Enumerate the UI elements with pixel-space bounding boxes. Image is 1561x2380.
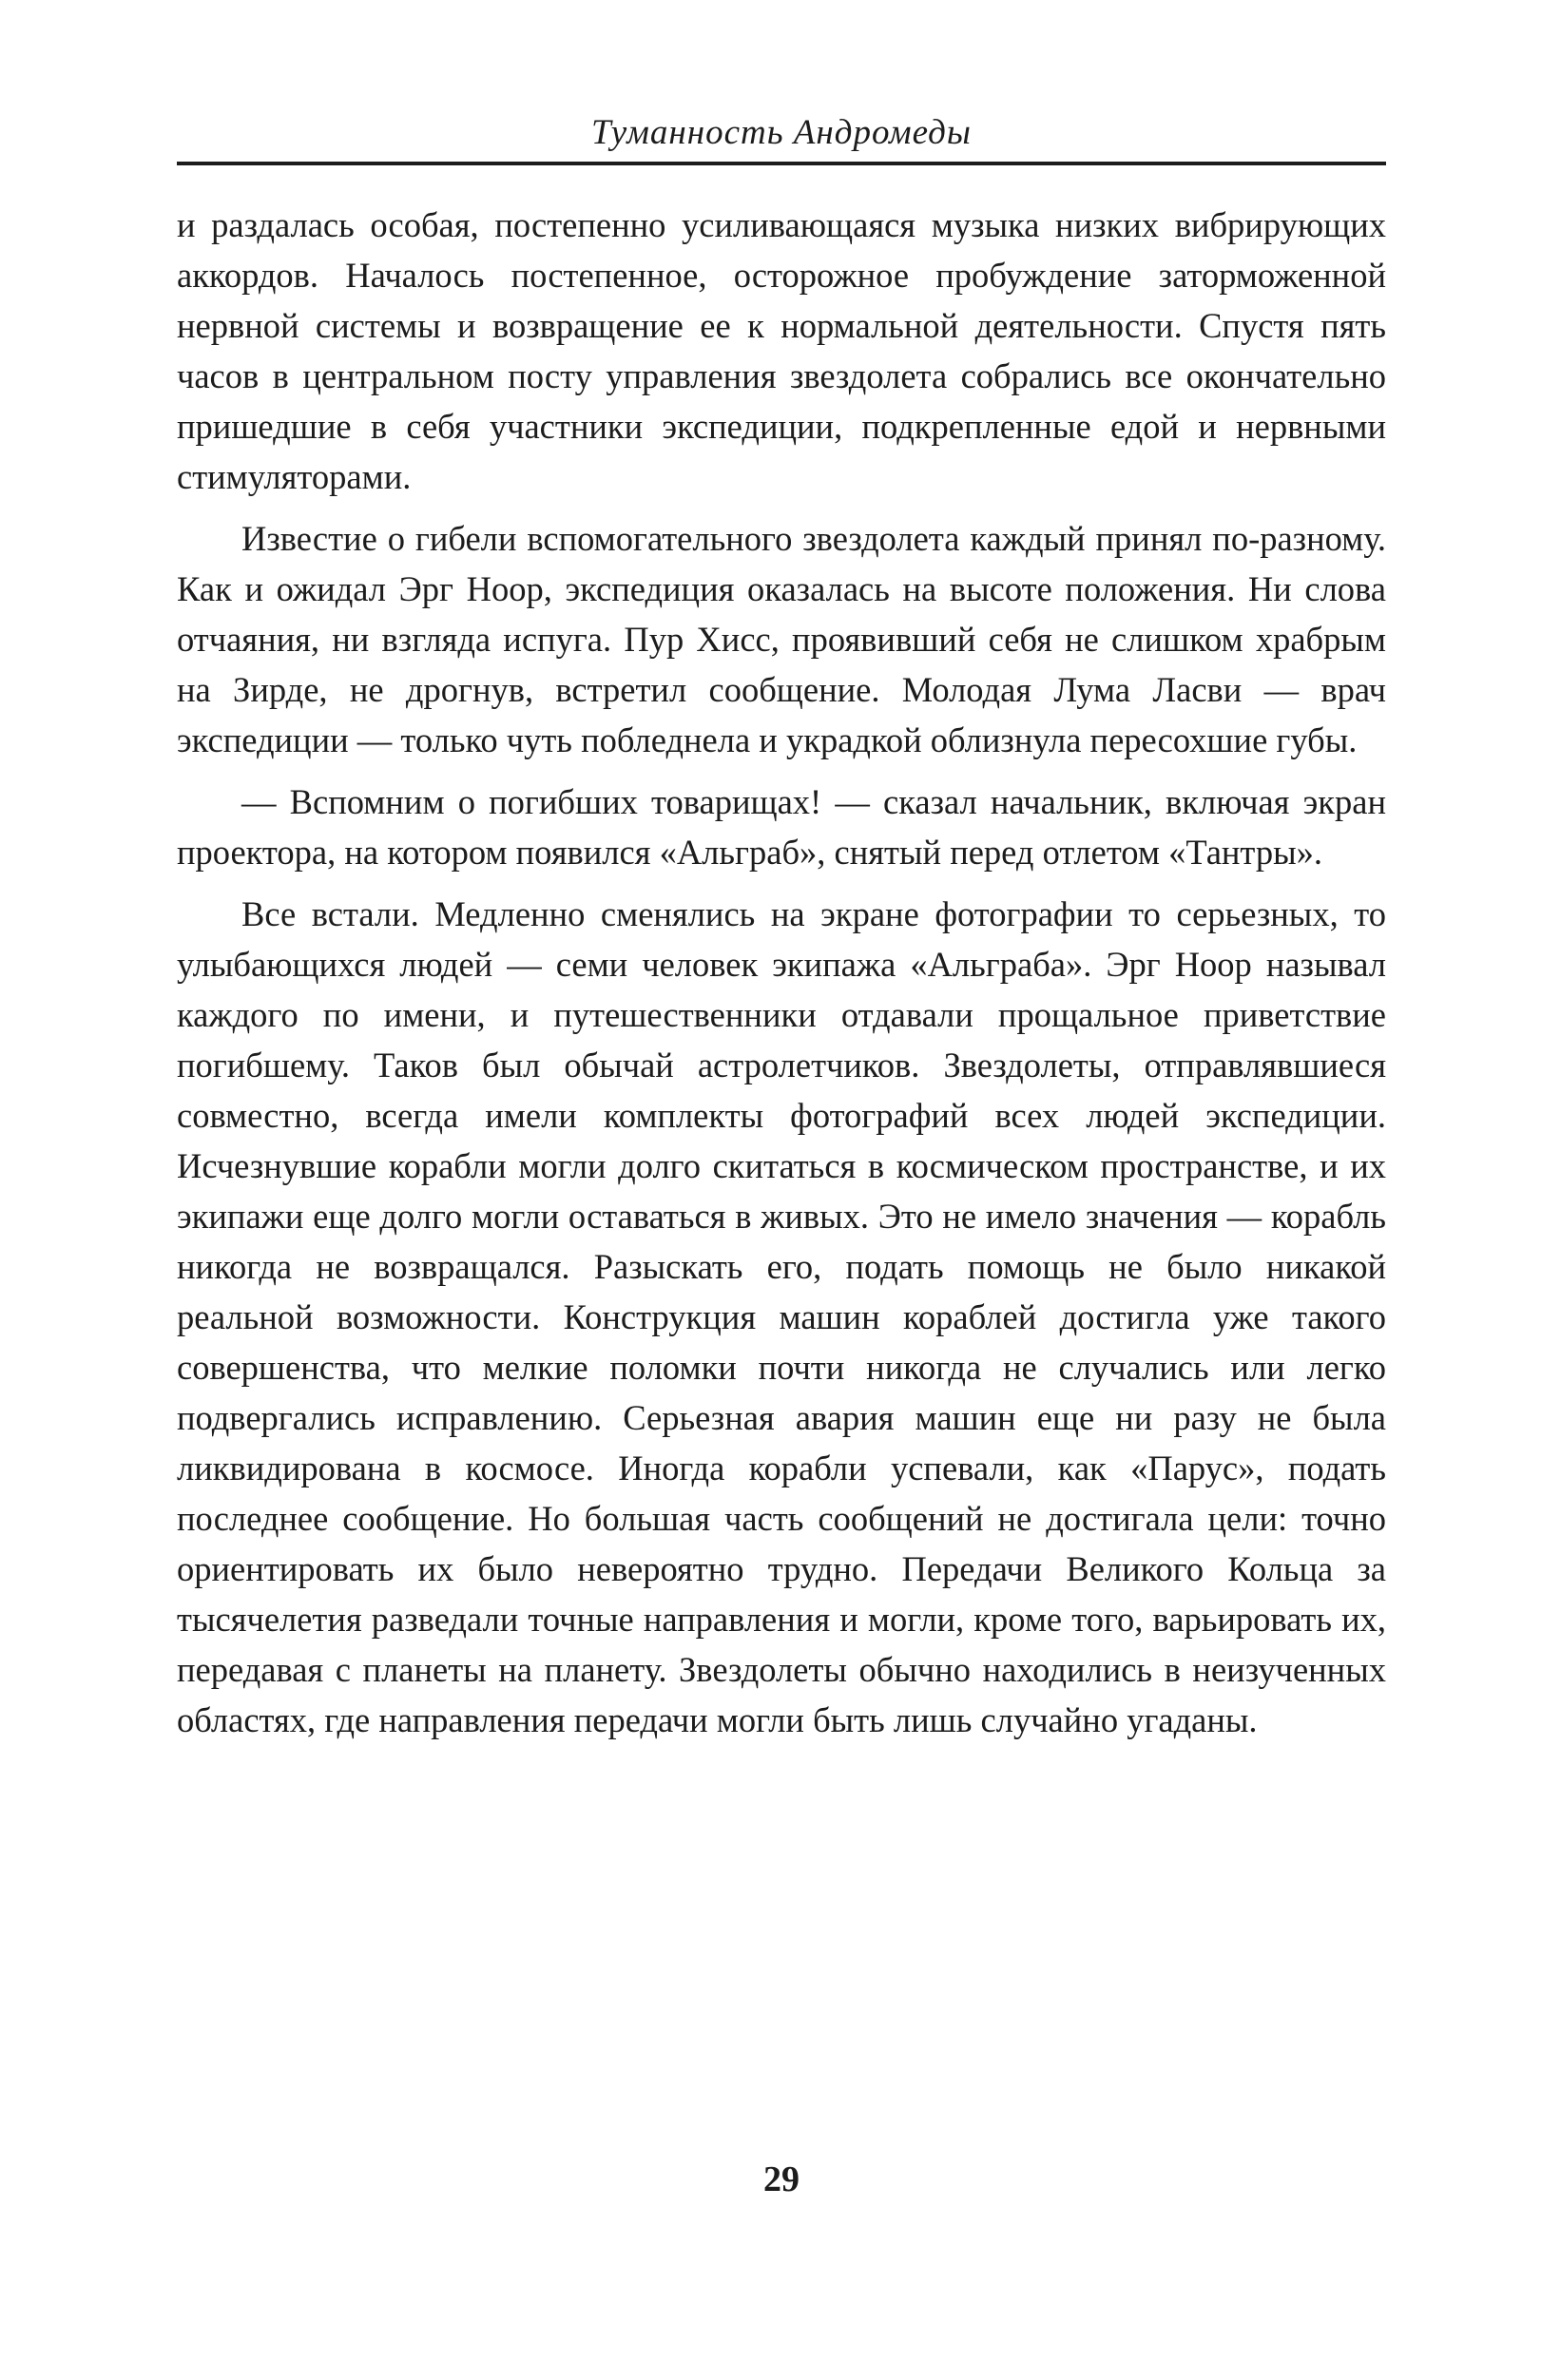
page-number: 29 xyxy=(763,2159,800,2199)
body-text xyxy=(177,200,1386,1756)
paragraph: и раздалась особая, постепенно усиливающаяся музыка низких вибрирующих аккордов. Началось постепенное, осторожное пробуждение заторможенной нервной системы и возвращение ее к нормальной деятельности. Спустя пять часов в центральном посту управления звездолета собрались все окончательно пришедшие в себя участники экспедиции, подкрепленные едой и нервными стимуляторами. xyxy=(177,205,1386,496)
paragraph: Все встали. Медленно сменялись на экране фотографии то серьезных, то улыбающихся людей — семи человек экипажа «Альграба». Эрг Ноор называл каждого по имени, и путешественники отдавали прощальное приветствие погибшему. Таков был обычай астролетчиков. Звездолеты, отправлявшиеся совместно, всегда имели комплекты фотографий всех людей экспедиции. Исчезнувшие корабли могли долго скитаться в космическом пространстве, и их экипажи еще долго могли оставаться в живых. Это не имело значения — корабль никогда не возвращался. Разыскать его, подать помощь не было никакой реальной возможности. Конструкция машин кораблей достигла уже такого совершенства, что мелкие поломки почти никогда не случались или легко подвергались исправлению. Серьезная авария машин еще ни разу не была ликвидирована в космосе. Иногда корабли успевали, как «Парус», подать последнее сообщение. Но большая часть сообщений не достигала цели: точно ориентировать их было невероятно трудно. Передачи Великого Кольца за тысячелетия разведали точные направления и могли, кроме того, варьировать их, передавая с планеты на планету. Звездолеты обычно находились в неизученных областях, где направления передачи могли быть лишь случайно угаданы. xyxy=(177,894,1386,1739)
paragraph: Известие о гибели вспомогательного звездолета каждый принял по-разному. Как и ожидал Эрг Ноор, экспедиция оказалась на высоте положения. Ни слова отчаяния, ни взгляда испуга. Пур Хисс, проявивший себя не слишком храбрым на Зирде, не дрогнув, встретил сообщение. Молодая Лума Ласви — врач экспедиции — только чуть побледнела и украдкой облизнула пересохшие губы. xyxy=(177,519,1386,759)
header-rule xyxy=(177,162,1386,165)
running-header: Туманность Андромеды xyxy=(591,113,972,152)
paragraph: — Вспомним о погибших товарищах! — сказал начальник, включая экран проектора, на котором появился «Альграб», снятый перед отлетом «Тантры». xyxy=(177,782,1386,872)
